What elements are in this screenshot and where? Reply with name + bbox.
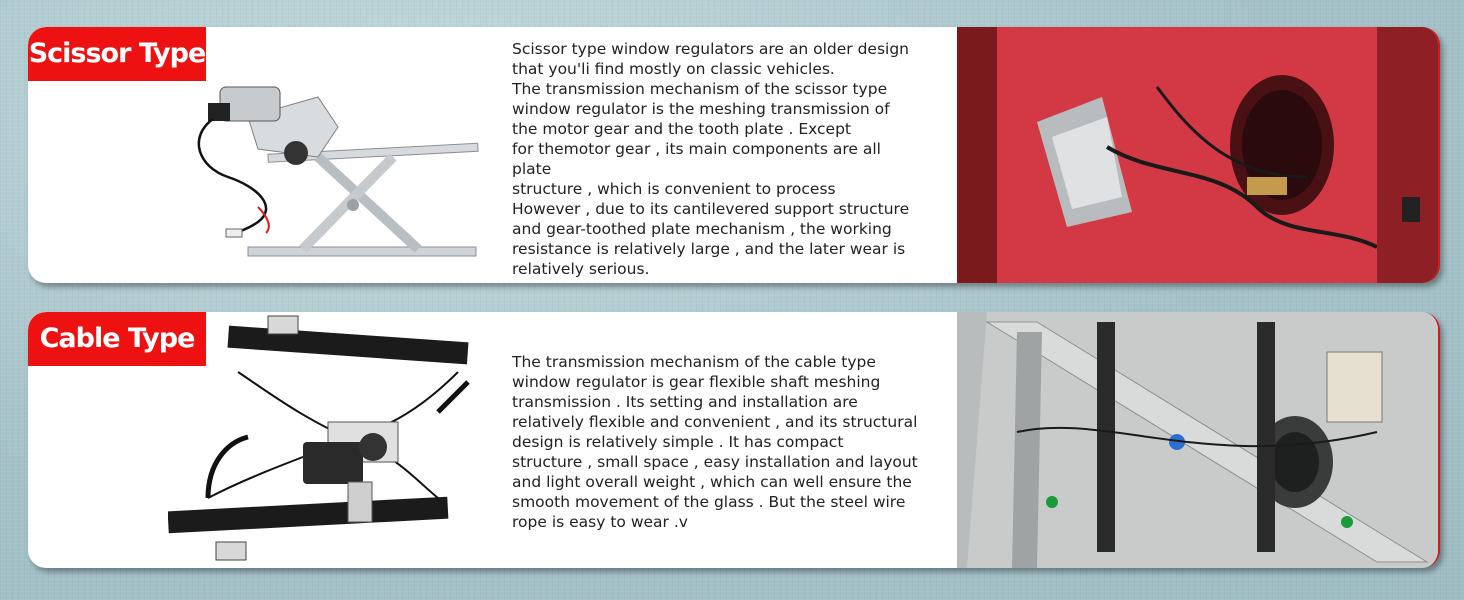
cable-door-photo [957,312,1438,568]
cable-type-card [28,312,1440,568]
cable-type-description: The transmission mechanism of the cable type window regulator is gear flexible shaft meshing transmission . Its setting and installation are relatively flexible and convenient , and its structural design is relatively simple . It has compact structure , small space , easy installation and layout and light overall weight , which can well ensure the smooth movement of the glass . But the steel wire rope is easy to wear .v [512,353,918,531]
scissor-type-title: Scissor Type [28,27,206,81]
scissor-type-card [28,27,1440,283]
cable-regulator-image [168,312,488,568]
scissor-door-photo [957,27,1438,283]
cable-type-title: Cable Type [28,312,206,366]
scissor-regulator-image [168,57,488,277]
scissor-type-description: Scissor type window regulators are an older design that you'li find mostly on classic vehicles. The transmission mechanism of the scissor type window regulator is the meshing transmission of the motor gear and the tooth plate . Except for themotor gear , its main components are all plate structure , which is convenient to process However , due to its cantilevered support structure and gear-toothed plate mechanism , the working resistance is relatively large , and the later wear is relatively serious. [512,40,910,278]
